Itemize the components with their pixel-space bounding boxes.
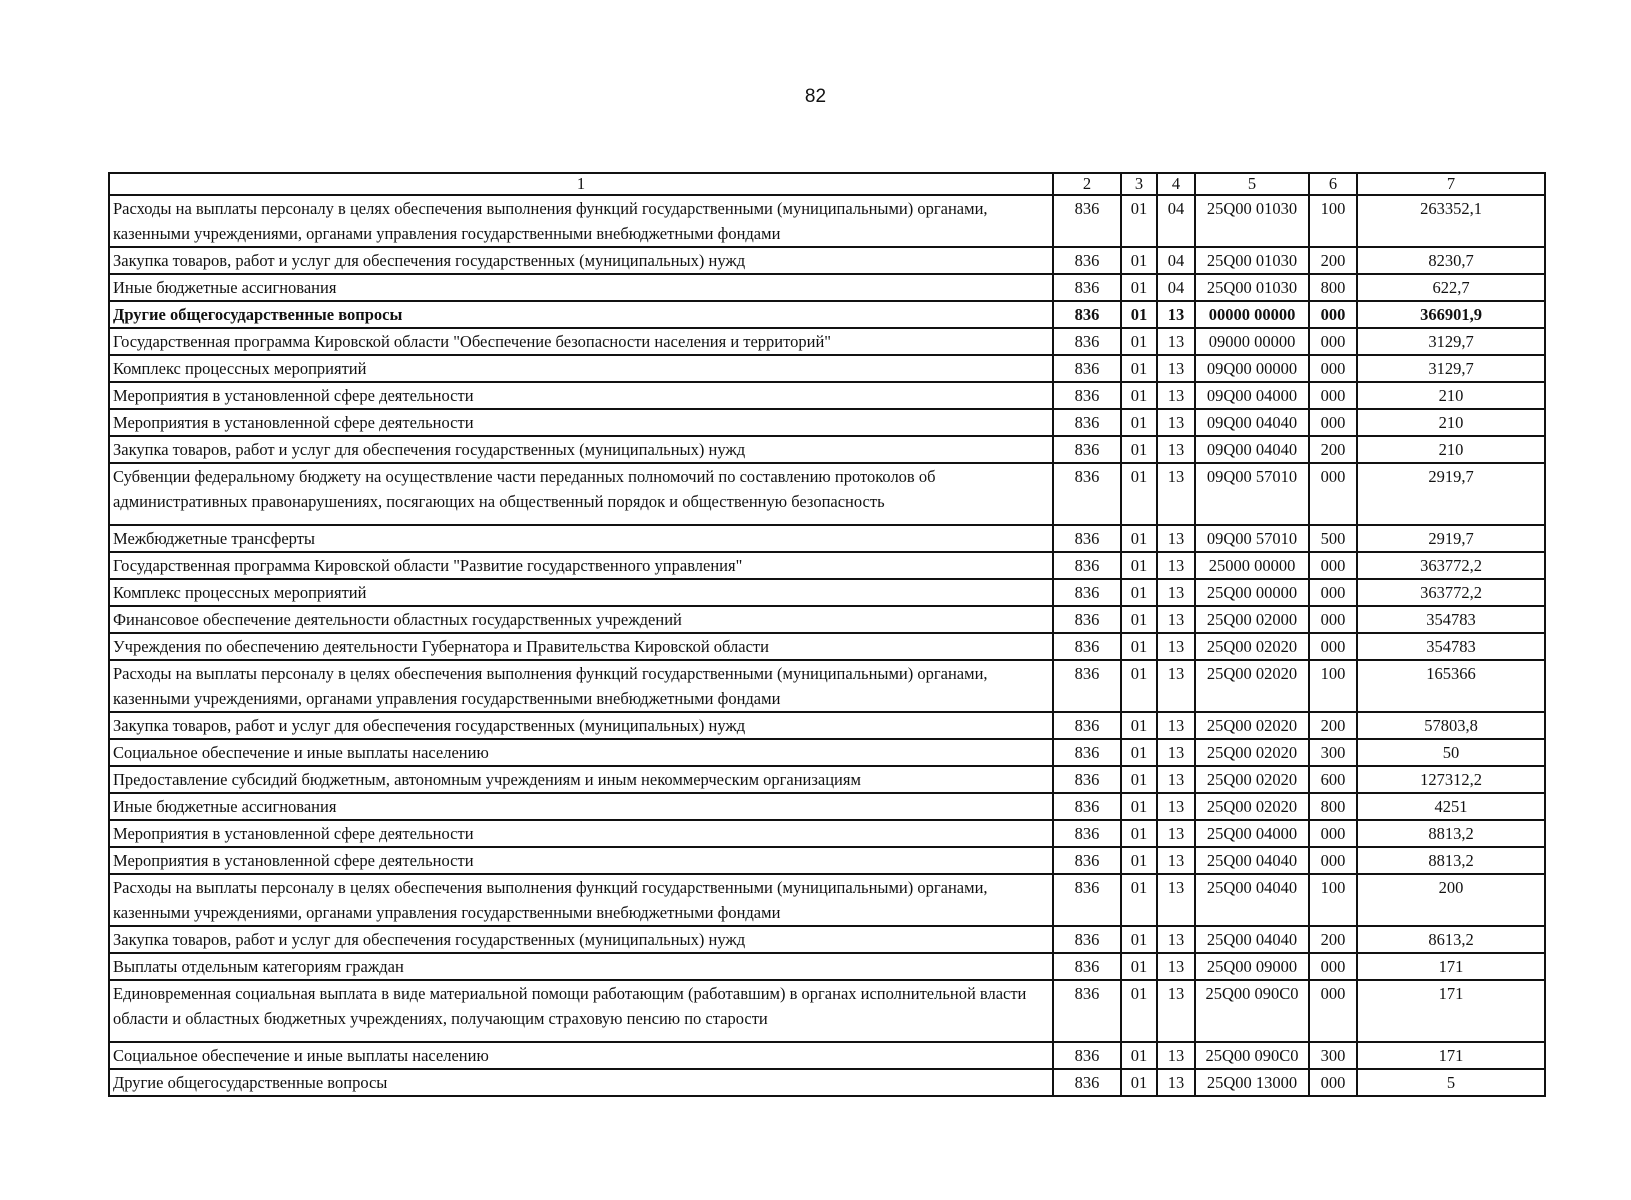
subsection-code-cell: 13	[1157, 328, 1195, 355]
expense-name-cell: Государственная программа Кировской области "Обеспечение безопасности населения и территорий"	[109, 328, 1053, 355]
amount-cell: 57803,8	[1357, 712, 1545, 739]
expense-type-cell: 000	[1309, 355, 1357, 382]
expense-type-cell: 000	[1309, 328, 1357, 355]
expense-name-cell: Социальное обеспечение и иные выплаты населению	[109, 1042, 1053, 1069]
amount-cell: 171	[1357, 1042, 1545, 1069]
table-row	[109, 552, 1545, 579]
subsection-code-cell: 13	[1157, 766, 1195, 793]
target-article-cell: 09Q00 57010	[1195, 463, 1309, 525]
amount-cell: 200	[1357, 874, 1545, 926]
expense-name-cell: Мероприятия в установленной сфере деятельности	[109, 847, 1053, 874]
table-row	[109, 463, 1545, 525]
header-cell: 5	[1195, 173, 1309, 195]
subsection-code-cell: 13	[1157, 301, 1195, 328]
subsection-code-cell: 13	[1157, 847, 1195, 874]
expense-type-cell: 000	[1309, 552, 1357, 579]
section-code-cell: 01	[1121, 274, 1157, 301]
subsection-code-cell: 13	[1157, 874, 1195, 926]
amount-cell: 2919,7	[1357, 463, 1545, 525]
expense-name-cell: Выплаты отдельным категориям граждан	[109, 953, 1053, 980]
ministry-code-cell: 836	[1053, 926, 1121, 953]
ministry-code-cell: 836	[1053, 525, 1121, 552]
target-article-cell: 09Q00 04040	[1195, 409, 1309, 436]
target-article-cell: 25Q00 01030	[1195, 247, 1309, 274]
subsection-code-cell: 13	[1157, 382, 1195, 409]
section-code-cell: 01	[1121, 874, 1157, 926]
ministry-code-cell: 836	[1053, 980, 1121, 1042]
target-article-cell: 25Q00 09000	[1195, 953, 1309, 980]
section-code-cell: 01	[1121, 633, 1157, 660]
ministry-code-cell: 836	[1053, 552, 1121, 579]
amount-cell: 263352,1	[1357, 195, 1545, 247]
amount-cell: 210	[1357, 409, 1545, 436]
ministry-code-cell: 836	[1053, 579, 1121, 606]
amount-cell: 165366	[1357, 660, 1545, 712]
section-code-cell: 01	[1121, 847, 1157, 874]
amount-cell: 210	[1357, 436, 1545, 463]
ministry-code-cell: 836	[1053, 820, 1121, 847]
ministry-code-cell: 836	[1053, 1069, 1121, 1096]
table-row	[109, 1042, 1545, 1069]
section-code-cell: 01	[1121, 1069, 1157, 1096]
target-article-cell: 25Q00 02020	[1195, 712, 1309, 739]
table-row	[109, 436, 1545, 463]
subsection-code-cell: 13	[1157, 820, 1195, 847]
ministry-code-cell: 836	[1053, 382, 1121, 409]
expense-name-cell: Другие общегосударственные вопросы	[109, 301, 1053, 328]
ministry-code-cell: 836	[1053, 409, 1121, 436]
expense-name-cell: Расходы на выплаты персоналу в целях обеспечения выполнения функций государственными (муниципальными) органами, казенными учреждениями, органами управления государственными внебюджетными фондами	[109, 660, 1053, 712]
expense-name-cell: Социальное обеспечение и иные выплаты населению	[109, 739, 1053, 766]
ministry-code-cell: 836	[1053, 247, 1121, 274]
amount-cell: 366901,9	[1357, 301, 1545, 328]
amount-cell: 8613,2	[1357, 926, 1545, 953]
subsection-code-cell: 13	[1157, 606, 1195, 633]
expense-type-cell: 300	[1309, 1042, 1357, 1069]
expense-name-cell: Закупка товаров, работ и услуг для обеспечения государственных (муниципальных) нужд	[109, 247, 1053, 274]
section-code-cell: 01	[1121, 712, 1157, 739]
subsection-code-cell: 13	[1157, 463, 1195, 525]
table-row	[109, 820, 1545, 847]
amount-cell: 171	[1357, 980, 1545, 1042]
expense-name-cell: Субвенции федеральному бюджету на осуществление части переданных полномочий по составлению протоколов об административных правонарушениях, посягающих на общественный порядок и общественную безопасность	[109, 463, 1053, 525]
section-code-cell: 01	[1121, 382, 1157, 409]
table-row	[109, 739, 1545, 766]
section-code-cell: 01	[1121, 552, 1157, 579]
section-code-cell: 01	[1121, 739, 1157, 766]
section-code-cell: 01	[1121, 436, 1157, 463]
expense-type-cell: 600	[1309, 766, 1357, 793]
ministry-code-cell: 836	[1053, 463, 1121, 525]
expense-type-cell: 200	[1309, 712, 1357, 739]
subsection-code-cell: 13	[1157, 739, 1195, 766]
expense-type-cell: 000	[1309, 463, 1357, 525]
table-row	[109, 766, 1545, 793]
target-article-cell: 25Q00 02020	[1195, 739, 1309, 766]
table-row	[109, 980, 1545, 1042]
ministry-code-cell: 836	[1053, 793, 1121, 820]
expense-name-cell: Закупка товаров, работ и услуг для обеспечения государственных (муниципальных) нужд	[109, 436, 1053, 463]
target-article-cell: 25Q00 02020	[1195, 766, 1309, 793]
target-article-cell: 09000 00000	[1195, 328, 1309, 355]
subsection-code-cell: 13	[1157, 579, 1195, 606]
expense-type-cell: 300	[1309, 739, 1357, 766]
expense-type-cell: 800	[1309, 274, 1357, 301]
expense-name-cell: Межбюджетные трансферты	[109, 525, 1053, 552]
target-article-cell: 25Q00 01030	[1195, 195, 1309, 247]
expense-name-cell: Комплекс процессных мероприятий	[109, 579, 1053, 606]
expense-type-cell: 000	[1309, 980, 1357, 1042]
ministry-code-cell: 836	[1053, 712, 1121, 739]
subsection-code-cell: 13	[1157, 660, 1195, 712]
table-row	[109, 1069, 1545, 1096]
amount-cell: 127312,2	[1357, 766, 1545, 793]
section-code-cell: 01	[1121, 820, 1157, 847]
target-article-cell: 25Q00 04040	[1195, 926, 1309, 953]
target-article-cell: 25Q00 090C0	[1195, 980, 1309, 1042]
amount-cell: 2919,7	[1357, 525, 1545, 552]
table-row	[109, 953, 1545, 980]
header-cell: 7	[1357, 173, 1545, 195]
table-row	[109, 355, 1545, 382]
table-row	[109, 874, 1545, 926]
table-row	[109, 382, 1545, 409]
amount-cell: 50	[1357, 739, 1545, 766]
table-row	[109, 633, 1545, 660]
table-row	[109, 328, 1545, 355]
subsection-code-cell: 04	[1157, 247, 1195, 274]
expense-name-cell: Расходы на выплаты персоналу в целях обеспечения выполнения функций государственными (муниципальными) органами, казенными учреждениями, органами управления государственными внебюджетными фондами	[109, 874, 1053, 926]
ministry-code-cell: 836	[1053, 328, 1121, 355]
section-code-cell: 01	[1121, 301, 1157, 328]
header-cell: 6	[1309, 173, 1357, 195]
table-row	[109, 247, 1545, 274]
expense-name-cell: Другие общегосударственные вопросы	[109, 1069, 1053, 1096]
table-row	[109, 793, 1545, 820]
page-number: 82	[804, 86, 827, 107]
amount-cell: 363772,2	[1357, 552, 1545, 579]
section-code-cell: 01	[1121, 926, 1157, 953]
subsection-code-cell: 13	[1157, 355, 1195, 382]
subsection-code-cell: 13	[1157, 793, 1195, 820]
expense-type-cell: 000	[1309, 633, 1357, 660]
amount-cell: 8813,2	[1357, 820, 1545, 847]
amount-cell: 354783	[1357, 606, 1545, 633]
amount-cell: 3129,7	[1357, 355, 1545, 382]
section-code-cell: 01	[1121, 660, 1157, 712]
expense-name-cell: Единовременная социальная выплата в виде материальной помощи работающим (работавшим) в органах исполнительной власти области и областных бюджетных учреждениях, получающим страховую пенсию по старости	[109, 980, 1053, 1042]
target-article-cell: 09Q00 00000	[1195, 355, 1309, 382]
target-article-cell: 25Q00 13000	[1195, 1069, 1309, 1096]
table-row	[109, 301, 1545, 328]
expense-type-cell: 100	[1309, 195, 1357, 247]
target-article-cell: 09Q00 57010	[1195, 525, 1309, 552]
expense-name-cell: Комплекс процессных мероприятий	[109, 355, 1053, 382]
expense-type-cell: 000	[1309, 579, 1357, 606]
amount-cell: 4251	[1357, 793, 1545, 820]
table-row	[109, 409, 1545, 436]
section-code-cell: 01	[1121, 328, 1157, 355]
section-code-cell: 01	[1121, 793, 1157, 820]
table-row	[109, 195, 1545, 247]
expense-name-cell: Государственная программа Кировской области "Развитие государственного управления"	[109, 552, 1053, 579]
target-article-cell: 09Q00 04040	[1195, 436, 1309, 463]
expense-name-cell: Закупка товаров, работ и услуг для обеспечения государственных (муниципальных) нужд	[109, 926, 1053, 953]
expense-type-cell: 100	[1309, 660, 1357, 712]
section-code-cell: 01	[1121, 1042, 1157, 1069]
target-article-cell: 25Q00 04040	[1195, 847, 1309, 874]
subsection-code-cell: 13	[1157, 552, 1195, 579]
section-code-cell: 01	[1121, 579, 1157, 606]
expense-name-cell: Расходы на выплаты персоналу в целях обеспечения выполнения функций государственными (муниципальными) органами, казенными учреждениями, органами управления государственными внебюджетными фондами	[109, 195, 1053, 247]
table-row	[109, 712, 1545, 739]
header-cell: 3	[1121, 173, 1157, 195]
expense-name-cell: Иные бюджетные ассигнования	[109, 274, 1053, 301]
target-article-cell: 25Q00 04040	[1195, 874, 1309, 926]
table-row	[109, 606, 1545, 633]
ministry-code-cell: 836	[1053, 355, 1121, 382]
target-article-cell: 25Q00 02020	[1195, 633, 1309, 660]
subsection-code-cell: 13	[1157, 953, 1195, 980]
header-cell: 2	[1053, 173, 1121, 195]
target-article-cell: 25Q00 04000	[1195, 820, 1309, 847]
expense-type-cell: 000	[1309, 847, 1357, 874]
table-body	[109, 195, 1545, 1096]
amount-cell: 5	[1357, 1069, 1545, 1096]
subsection-code-cell: 04	[1157, 274, 1195, 301]
expense-type-cell: 000	[1309, 606, 1357, 633]
target-article-cell: 25Q00 02020	[1195, 793, 1309, 820]
subsection-code-cell: 13	[1157, 525, 1195, 552]
subsection-code-cell: 13	[1157, 436, 1195, 463]
amount-cell: 171	[1357, 953, 1545, 980]
target-article-cell: 25Q00 02020	[1195, 660, 1309, 712]
header-row	[109, 173, 1545, 195]
expense-type-cell: 200	[1309, 247, 1357, 274]
section-code-cell: 01	[1121, 980, 1157, 1042]
amount-cell: 622,7	[1357, 274, 1545, 301]
amount-cell: 210	[1357, 382, 1545, 409]
header-cell: 4	[1157, 173, 1195, 195]
expense-name-cell: Учреждения по обеспечению деятельности Губернатора и Правительства Кировской области	[109, 633, 1053, 660]
section-code-cell: 01	[1121, 355, 1157, 382]
section-code-cell: 01	[1121, 463, 1157, 525]
budget-table	[108, 172, 1546, 1097]
subsection-code-cell: 13	[1157, 926, 1195, 953]
expense-type-cell: 800	[1309, 793, 1357, 820]
expense-name-cell: Финансовое обеспечение деятельности областных государственных учреждений	[109, 606, 1053, 633]
section-code-cell: 01	[1121, 525, 1157, 552]
expense-type-cell: 000	[1309, 820, 1357, 847]
section-code-cell: 01	[1121, 766, 1157, 793]
ministry-code-cell: 836	[1053, 1042, 1121, 1069]
section-code-cell: 01	[1121, 953, 1157, 980]
expense-type-cell: 000	[1309, 409, 1357, 436]
target-article-cell: 25Q00 090C0	[1195, 1042, 1309, 1069]
header-cell: 1	[109, 173, 1053, 195]
subsection-code-cell: 13	[1157, 1069, 1195, 1096]
ministry-code-cell: 836	[1053, 606, 1121, 633]
expense-name-cell: Мероприятия в установленной сфере деятельности	[109, 820, 1053, 847]
ministry-code-cell: 836	[1053, 633, 1121, 660]
section-code-cell: 01	[1121, 409, 1157, 436]
target-article-cell: 00000 00000	[1195, 301, 1309, 328]
ministry-code-cell: 836	[1053, 739, 1121, 766]
table-row	[109, 579, 1545, 606]
table-row	[109, 926, 1545, 953]
ministry-code-cell: 836	[1053, 953, 1121, 980]
section-code-cell: 01	[1121, 195, 1157, 247]
section-code-cell: 01	[1121, 247, 1157, 274]
amount-cell: 3129,7	[1357, 328, 1545, 355]
expense-type-cell: 100	[1309, 874, 1357, 926]
ministry-code-cell: 836	[1053, 874, 1121, 926]
expense-type-cell: 000	[1309, 953, 1357, 980]
amount-cell: 8230,7	[1357, 247, 1545, 274]
ministry-code-cell: 836	[1053, 766, 1121, 793]
target-article-cell: 09Q00 04000	[1195, 382, 1309, 409]
subsection-code-cell: 13	[1157, 409, 1195, 436]
expense-type-cell: 200	[1309, 436, 1357, 463]
subsection-code-cell: 13	[1157, 633, 1195, 660]
expense-type-cell: 200	[1309, 926, 1357, 953]
subsection-code-cell: 13	[1157, 980, 1195, 1042]
subsection-code-cell: 13	[1157, 1042, 1195, 1069]
table-row	[109, 847, 1545, 874]
ministry-code-cell: 836	[1053, 301, 1121, 328]
ministry-code-cell: 836	[1053, 660, 1121, 712]
expense-name-cell: Предоставление субсидий бюджетным, автономным учреждениям и иным некоммерческим организациям	[109, 766, 1053, 793]
ministry-code-cell: 836	[1053, 436, 1121, 463]
target-article-cell: 25Q00 01030	[1195, 274, 1309, 301]
target-article-cell: 25Q00 02000	[1195, 606, 1309, 633]
section-code-cell: 01	[1121, 606, 1157, 633]
table-row	[109, 274, 1545, 301]
expense-name-cell: Мероприятия в установленной сфере деятельности	[109, 382, 1053, 409]
amount-cell: 363772,2	[1357, 579, 1545, 606]
subsection-code-cell: 13	[1157, 712, 1195, 739]
expense-type-cell: 000	[1309, 301, 1357, 328]
expense-type-cell: 000	[1309, 1069, 1357, 1096]
subsection-code-cell: 04	[1157, 195, 1195, 247]
amount-cell: 8813,2	[1357, 847, 1545, 874]
amount-cell: 354783	[1357, 633, 1545, 660]
ministry-code-cell: 836	[1053, 195, 1121, 247]
expense-name-cell: Иные бюджетные ассигнования	[109, 793, 1053, 820]
expense-name-cell: Мероприятия в установленной сфере деятельности	[109, 409, 1053, 436]
target-article-cell: 25000 00000	[1195, 552, 1309, 579]
ministry-code-cell: 836	[1053, 274, 1121, 301]
expense-type-cell: 500	[1309, 525, 1357, 552]
ministry-code-cell: 836	[1053, 847, 1121, 874]
expense-name-cell: Закупка товаров, работ и услуг для обеспечения государственных (муниципальных) нужд	[109, 712, 1053, 739]
expense-type-cell: 000	[1309, 382, 1357, 409]
table-row	[109, 660, 1545, 712]
target-article-cell: 25Q00 00000	[1195, 579, 1309, 606]
table-row	[109, 525, 1545, 552]
